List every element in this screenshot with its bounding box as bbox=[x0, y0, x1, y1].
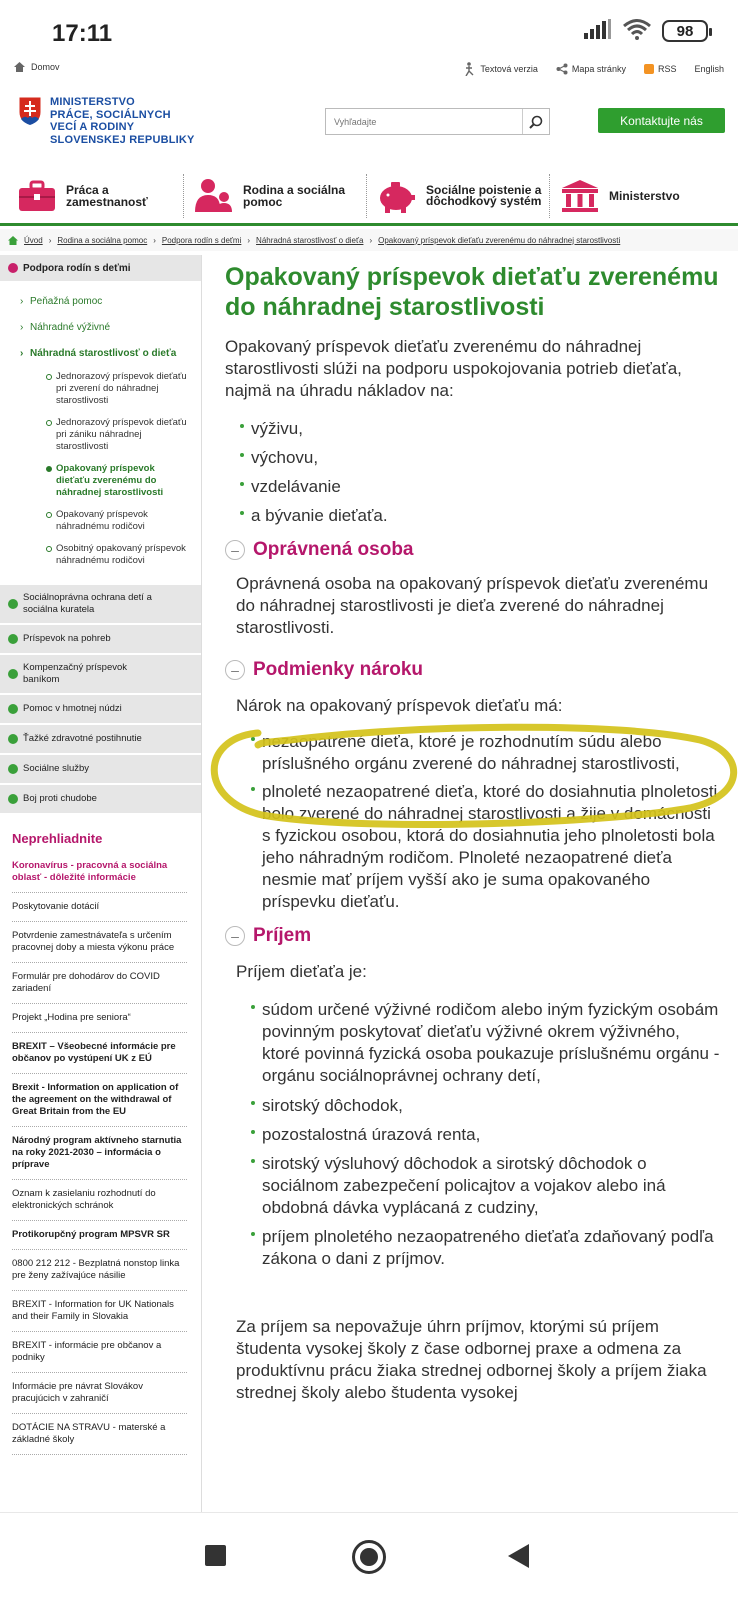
nav-family-social[interactable] bbox=[193, 168, 345, 223]
list-item: vzdelávanie bbox=[251, 476, 720, 498]
category-bullet-icon bbox=[8, 599, 18, 609]
dont-miss-link[interactable]: Protikorupčný program MPSVR SR bbox=[12, 1221, 187, 1250]
sidebar bbox=[0, 255, 202, 1512]
status-time: 17:11 bbox=[52, 20, 113, 47]
collapse-icon[interactable]: – bbox=[225, 660, 245, 680]
sidebar-category[interactable] bbox=[0, 693, 201, 723]
sidebar-category[interactable] bbox=[0, 723, 201, 753]
text-version-link[interactable] bbox=[464, 62, 538, 76]
sidebar-subsubitem[interactable]: Osobitný opakovaný príspevok náhradnému rodičovi bbox=[0, 543, 201, 567]
breadcrumb-item[interactable]: Úvod bbox=[24, 235, 43, 245]
site-map-label: Mapa stránky bbox=[571, 64, 626, 74]
nav-work-line2: zamestnanosť bbox=[66, 194, 148, 209]
dont-miss-link[interactable]: Informácie pre návrat Slovákov pracujúcich v zahraničí bbox=[12, 1373, 187, 1414]
home-link[interactable] bbox=[14, 62, 60, 72]
sidebar-category[interactable] bbox=[0, 653, 201, 693]
needs-list bbox=[225, 418, 720, 527]
income-list bbox=[225, 999, 720, 1270]
piggy-bank-icon bbox=[376, 178, 416, 214]
building-icon bbox=[561, 179, 599, 213]
dont-miss-link[interactable]: Národný program aktívneho starnutia na roky 2021-2030 – informácia o príprave bbox=[12, 1127, 187, 1180]
breadcrumb-separator: › bbox=[153, 235, 156, 245]
dont-miss-link[interactable]: BREXIT - Information for UK Nationals and their Family in Slovakia bbox=[12, 1291, 187, 1332]
dont-miss-link[interactable]: BREXIT - informácie pre občanov a podniky bbox=[12, 1332, 187, 1373]
list-item: pozostalostná úrazová renta, bbox=[262, 1124, 720, 1146]
list-item: plnoleté nezaopatrené dieťa, ktoré do dosiahnutia plnoletosti bolo zverené do náhradnej starostlivosti a žije v domácnosti s fyzickou osobou, ktorá do dosiahnutia jeho plnoletosti bola jeho náhradným rodičom. Plnoleté nezaopatrené dieťa nesmie mať príjem vyšší ako je suma opakovaného príspevku dieťaťu. bbox=[262, 781, 720, 913]
sidebar-section-header[interactable] bbox=[0, 255, 201, 281]
wifi-icon bbox=[622, 18, 652, 45]
nav-divider bbox=[366, 174, 367, 218]
search-box bbox=[325, 108, 550, 135]
english-link[interactable]: English bbox=[694, 64, 724, 74]
dont-miss-link[interactable]: Oznam k zasielaniu rozhodnutí do elektronických schránok bbox=[12, 1180, 187, 1221]
list-item: sirotský výsluhový dôchodok a sirotský dôchodok o sociálnom zabezpečení policajtov a vojakov alebo iná obdobná dávka vyplácaná z cudziny, bbox=[262, 1153, 720, 1219]
list-item: nezaopatrené dieťa, ktoré je rozhodnutím súdu alebo príslušného orgánu zverené do náhradnej starostlivosti, bbox=[262, 731, 720, 775]
nav-social-insurance[interactable] bbox=[376, 168, 541, 223]
signal-icon bbox=[584, 19, 612, 44]
accessibility-icon bbox=[464, 62, 476, 76]
nav-work-employment[interactable] bbox=[18, 168, 148, 223]
sidebar-subitem[interactable]: › Náhradné výživné bbox=[0, 315, 201, 341]
category-bullet-icon bbox=[8, 734, 18, 744]
collapse-icon[interactable]: – bbox=[225, 926, 245, 946]
active-bullet-icon bbox=[8, 263, 18, 273]
category-bullet-icon bbox=[8, 704, 18, 714]
dont-miss-link[interactable]: Brexit - Information on application of the agreement on the withdrawal of Great Britain from the EU bbox=[12, 1074, 187, 1127]
list-item: výživu, bbox=[251, 418, 720, 440]
search-icon bbox=[529, 115, 543, 129]
intro-paragraph: Opakovaný príspevok dieťaťu zverenému do náhradnej starostlivosti slúži na podporu uspokojovania potrieb dieťaťa, najmä na úhradu nákladov na: bbox=[225, 337, 682, 400]
rss-label: RSS bbox=[657, 64, 677, 74]
recent-apps-icon[interactable] bbox=[205, 1545, 226, 1566]
income-exclusion-paragraph: Za príjem sa nepovažuje úhrn príjmov, ktorými sú príjem študenta vysokej školy z čase odbornej praxe a odmena za produktívnu prácu žiaka strednej odbornej školy a príjem žiaka strednej školy alebo študenta vysokej bbox=[236, 1317, 707, 1402]
breadcrumb-item[interactable]: Opakovaný príspevok dieťaťu zverenému do náhradnej starostlivosti bbox=[378, 235, 621, 245]
breadcrumb bbox=[0, 229, 738, 251]
category-label: Boj proti chudobe bbox=[23, 793, 97, 804]
sidebar-subsubitem[interactable]: Opakovaný príspevok náhradnému rodičovi bbox=[0, 509, 201, 533]
main-content bbox=[225, 262, 720, 1404]
category-bullet-icon bbox=[8, 634, 18, 644]
main-navigation bbox=[0, 168, 738, 226]
dont-miss-link[interactable]: Potvrdenie zamestnávateľa s určením pracovnej doby a miesta výkonu práce bbox=[12, 922, 187, 963]
system-navigation-bar bbox=[0, 1512, 738, 1600]
list-item: výchovu, bbox=[251, 447, 720, 469]
search-input[interactable] bbox=[326, 109, 522, 134]
breadcrumb-separator: › bbox=[48, 235, 52, 245]
top-navigation bbox=[0, 56, 738, 82]
family-icon bbox=[193, 178, 233, 214]
sidebar-subitem[interactable]: › Peňažná pomoc bbox=[0, 289, 201, 315]
nav-insurance-line2: dôchodkový systém bbox=[426, 193, 542, 208]
nav-insurance-line1: Sociálne poistenie a bbox=[426, 182, 542, 197]
section-lead: Príjem dieťaťa je: bbox=[236, 962, 367, 981]
section-income[interactable] bbox=[225, 925, 720, 947]
category-label: Sociálnoprávna ochrana detí a sociálna kuratela bbox=[23, 592, 152, 615]
ministry-logo[interactable] bbox=[18, 96, 195, 146]
breadcrumb-item[interactable]: Rodina a sociálna pomoc bbox=[57, 235, 148, 245]
sidebar-subsubitem[interactable]: Jednorazový príspevok dieťaťu pri zániku náhradnej starostlivosti bbox=[0, 417, 201, 453]
site-map-link[interactable] bbox=[556, 63, 626, 75]
dont-miss-link[interactable]: Koronavírus - pracovná a sociálna oblasť - dôležité informácie bbox=[12, 860, 187, 893]
sidebar-category[interactable] bbox=[0, 753, 201, 783]
dont-miss-link[interactable]: Projekt „Hodina pre seniora“ bbox=[12, 1004, 187, 1033]
home-icon bbox=[8, 236, 18, 245]
back-icon[interactable] bbox=[508, 1544, 529, 1568]
home-icon bbox=[14, 62, 25, 72]
sidebar-category[interactable] bbox=[0, 583, 201, 623]
dont-miss-link[interactable]: BREXIT – Všeobecné informácie pre občanov po vystúpení UK z EÚ bbox=[12, 1033, 187, 1074]
breadcrumb-item[interactable]: Podpora rodín s deťmi bbox=[161, 235, 242, 245]
battery-icon: 98 bbox=[662, 20, 708, 42]
dont-miss-section bbox=[0, 831, 201, 1455]
section-eligible-person[interactable] bbox=[225, 539, 720, 561]
rss-link[interactable] bbox=[644, 64, 677, 74]
list-item: súdom určené výživné rodičom alebo iným fyzickým osobám povinným poskytovať dieťaťu výživné okrem výživného, ktoré povinná fyzická osoba poukazuje príslušnému orgánu - orgánu sociálnoprávnej ochrany detí, bbox=[262, 1000, 720, 1085]
section-text: Oprávnená osoba na opakovaný príspevok dieťaťu zverenému do náhradnej starostlivosti je dieťa zverené do náhradnej starostlivosti. bbox=[236, 574, 709, 637]
list-item: príjem plnoletého nezaopatreného dieťaťa zdaňovaný podľa zákona o dani z príjmov. bbox=[262, 1226, 720, 1270]
sidebar-subitem-active[interactable]: › Náhradná starostlivosť o dieťa bbox=[0, 341, 201, 367]
nav-divider bbox=[183, 174, 184, 218]
sidebar-header-label: Podpora rodín s deťmi bbox=[23, 262, 131, 274]
rss-icon bbox=[644, 64, 654, 74]
category-label: Príspevok na pohreb bbox=[23, 633, 111, 644]
home-link-label: Domov bbox=[31, 62, 60, 72]
breadcrumb-separator: › bbox=[369, 235, 373, 245]
share-icon bbox=[556, 63, 568, 75]
category-label: Kompenzačný príspevok baníkom bbox=[23, 662, 128, 685]
nav-family-line1: Rodina a sociálna bbox=[243, 182, 346, 197]
breadcrumb-separator: › bbox=[247, 235, 251, 245]
sidebar-subsubitem[interactable]: Jednorazový príspevok dieťaťu pri zverení do náhradnej starostlivosti bbox=[0, 371, 201, 407]
nav-ministry[interactable] bbox=[561, 168, 680, 223]
search-button[interactable] bbox=[522, 109, 549, 134]
dont-miss-link[interactable]: 0800 212 212 - Bezplatná nonstop linka pre ženy zažívajúce násilie bbox=[12, 1250, 187, 1291]
dont-miss-link[interactable]: DOTÁCIE NA STRAVU - materské a základné školy bbox=[12, 1414, 187, 1455]
section-title: Oprávnená osoba bbox=[253, 539, 414, 560]
sidebar-category[interactable] bbox=[0, 783, 201, 813]
list-item: sirotský dôchodok, bbox=[262, 1095, 720, 1117]
logo-line-1: MINISTERSTVO bbox=[50, 96, 135, 108]
category-bullet-icon bbox=[8, 794, 18, 804]
nav-divider bbox=[549, 174, 550, 218]
nav-work-line1: Práca a bbox=[66, 182, 109, 197]
category-label: Sociálne služby bbox=[23, 763, 90, 774]
logo-line-4: SLOVENSKEJ REPUBLIKY bbox=[50, 133, 195, 146]
section-entitlement-conditions[interactable] bbox=[225, 659, 720, 681]
dont-miss-title: Neprehliadnite bbox=[12, 831, 103, 846]
collapse-icon[interactable]: – bbox=[225, 540, 245, 560]
logo-line-2: PRÁCE, SOCIÁLNYCH bbox=[50, 108, 171, 121]
logo-line-3: VECÍ A RODINY bbox=[50, 121, 135, 133]
breadcrumb-item[interactable]: Náhradná starostlivosť o dieťa bbox=[256, 235, 364, 245]
contact-button[interactable]: Kontaktujte nás bbox=[598, 108, 725, 133]
conditions-list bbox=[225, 731, 720, 913]
category-bullet-icon bbox=[8, 669, 18, 679]
page-title: Opakovaný príspevok dieťaťu zverenému do náhradnej starostlivosti bbox=[225, 263, 719, 321]
section-title: Podmienky nároku bbox=[253, 659, 423, 680]
sidebar-subsubitem-current[interactable]: Opakovaný príspevok dieťaťu zverenému do náhradnej starostlivosti bbox=[0, 463, 201, 499]
dont-miss-link[interactable]: Formulár pre dohodárov do COVID zariadení bbox=[12, 963, 187, 1004]
section-lead: Nárok na opakovaný príspevok dieťaťu má: bbox=[236, 696, 563, 715]
slovak-coat-of-arms-icon bbox=[18, 96, 42, 126]
list-item: a bývanie dieťaťa. bbox=[251, 505, 720, 527]
nav-ministry-line1: Ministerstvo bbox=[609, 188, 680, 203]
text-version-label: Textová verzia bbox=[480, 64, 538, 74]
nav-family-line2: pomoc bbox=[243, 194, 283, 209]
status-bar bbox=[0, 0, 738, 56]
home-button-icon[interactable] bbox=[352, 1540, 386, 1574]
category-label: Ťažké zdravotné postihnutie bbox=[23, 733, 142, 744]
sidebar-category[interactable] bbox=[0, 623, 201, 653]
briefcase-icon bbox=[18, 179, 56, 213]
category-bullet-icon bbox=[8, 764, 18, 774]
dont-miss-link[interactable]: Poskytovanie dotácií bbox=[12, 893, 187, 922]
category-label: Pomoc v hmotnej núdzi bbox=[23, 703, 122, 714]
section-title: Príjem bbox=[253, 925, 312, 946]
